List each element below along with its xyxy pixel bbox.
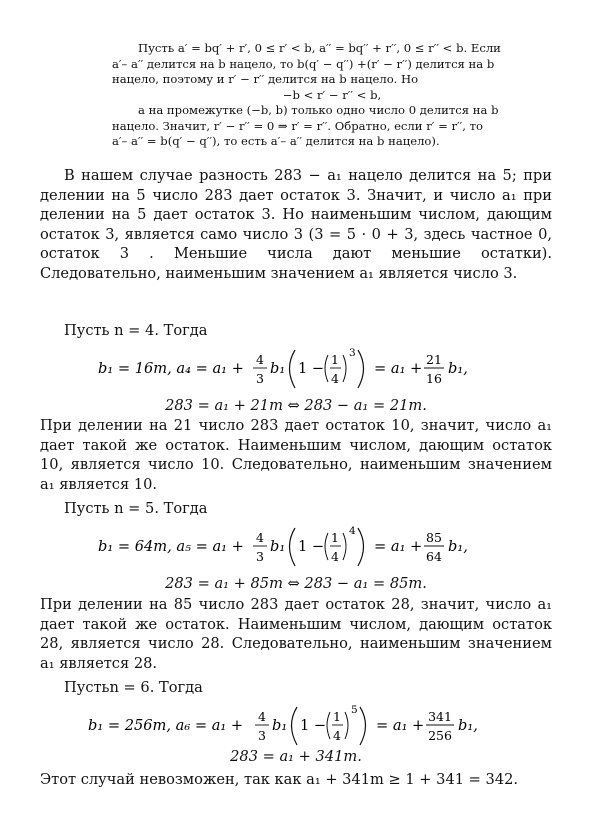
case-4-power: 3	[349, 347, 356, 359]
case-5-r-num: 85	[426, 530, 442, 545]
proof-line-5: а на промежутке (−b, b) только одно число 0 делится на b	[138, 103, 499, 117]
case-6-power: 5	[351, 704, 358, 716]
case-6-r-num: 341	[428, 709, 452, 724]
case-4-eq-end: b₁,	[448, 360, 468, 377]
case-4-paren-right	[358, 350, 364, 388]
proof-note	[112, 41, 552, 150]
case-5-paragraph	[40, 595, 552, 673]
case-6-text: Этот случай невозможен, так как a₁ + 341m ≥ 1 + 341 = 342.	[40, 771, 519, 788]
case-5-small-paren-right	[343, 533, 346, 560]
case-6-intro	[40, 678, 552, 698]
case-5-paren-left	[290, 528, 296, 566]
case-4-paragraph	[40, 416, 552, 494]
case-5-small-paren-left	[325, 533, 328, 560]
case-5-r-den: 64	[426, 549, 442, 564]
case-5-eq2: 283 = a₁ + 85m ⇔ 283 − a₁ = 85m.	[165, 575, 427, 592]
case-6-eq-end: b₁,	[458, 717, 478, 734]
case-4-frac-den: 3	[256, 371, 264, 386]
case-5-inner-one: 1 −	[298, 538, 325, 555]
case-4-r-den: 16	[426, 371, 442, 386]
case-6-inner-one: 1 −	[300, 717, 327, 734]
case-4-eq2: 283 = a₁ + 21m ⇔ 283 − a₁ = 21m.	[165, 397, 427, 414]
case-6-formula	[86, 699, 506, 751]
case-6-paragraph	[40, 770, 552, 790]
case-5-q-num: 1	[331, 530, 339, 545]
case-4-inner-one: 1 −	[298, 360, 325, 377]
case-6-intro-text: Пустьn = 6. Тогда	[64, 679, 203, 696]
case-4-r-num: 21	[426, 352, 442, 367]
case-6-small-paren-left	[327, 712, 330, 739]
case-5-equation-1	[40, 520, 552, 572]
case-6-eq-mid: = a₁ +	[376, 717, 425, 734]
case-5-power: 4	[349, 525, 356, 537]
case-4-eq-left: b₁ = 16m, a₄ = a₁ +	[98, 360, 244, 377]
case-6-frac-num: 4	[258, 709, 266, 724]
case-5-q-den: 4	[331, 549, 339, 564]
proof-line-1: Пусть a′ = bq′ + r′, 0 ≤ r′ < b, a′′ = bq′′ + r′′, 0 ≤ r′′ < b. Если	[138, 41, 501, 55]
proof-line-4: −b < r′ − r′′ < b,	[282, 87, 382, 102]
case-4-intro	[40, 321, 552, 341]
case-5-equation-2	[40, 575, 552, 592]
case-5-intro-text: Пусть n = 5. Тогда	[64, 500, 208, 517]
case-3-text: В нашем случае разность 283 − a₁ нацело делится на 5; при делении на 5 число 283 дает остаток 3. Значит, и число a₁ при делении на 5 дает остаток 3. Но наименьшим числом, дающим остаток 3, является само число 3 (3 = 5 · 0 + 3, здесь частное 0, остаток 3 . Меньшие числа дают меньшие остатки). Следовательно, наименьшим значением a₁ является число 3.	[40, 167, 552, 282]
case-5-eq-left: b₁ = 64m, a₅ = a₁ +	[98, 538, 244, 555]
case-4-frac-num: 4	[256, 352, 264, 367]
case-4-q-num: 1	[331, 352, 339, 367]
case-4-q-den: 4	[331, 371, 339, 386]
case-5-eq-mid: = a₁ +	[374, 538, 423, 555]
proof-line-7: a′– a′′ = b(q′ − q′′), то есть a′– a′′ делится на b нацело).	[112, 134, 440, 148]
case-4-small-paren-left	[325, 355, 328, 382]
case-6-equation-1	[40, 699, 552, 751]
case-4-paren-left	[290, 350, 296, 388]
case-6-q-num: 1	[333, 709, 341, 724]
proof-line-2: a′– a′′ делится на b нацело, то b(q′ − q′′) +(r′ − r′′) делится на b	[112, 56, 495, 71]
case-6-q-den: 4	[333, 728, 341, 743]
case-6-paren-left	[292, 707, 298, 745]
case-4-small-paren-right	[343, 355, 346, 382]
case-6-equation-2	[40, 748, 552, 765]
case-4-formula	[96, 342, 496, 394]
case-6-small-paren-right	[345, 712, 348, 739]
case-5-frac-den: 3	[256, 549, 264, 564]
case-4-eq-mid: = a₁ +	[374, 360, 423, 377]
case-3-paragraph	[40, 166, 552, 283]
case-6-eq-left: b₁ = 256m, a₆ = a₁ +	[88, 717, 244, 734]
case-6-frac-den: 3	[258, 728, 266, 743]
case-6-r-den: 256	[428, 728, 452, 743]
case-5-text: При делении на 85 число 283 дает остаток 28, значит, число a₁ дает такой же остаток. Наименьшим числом, дающим остаток 28, является число 28. Следовательно, наименьшим значением a₁ является 28.	[40, 596, 552, 672]
case-6-b1: b₁	[272, 717, 288, 734]
case-4-b1: b₁	[270, 360, 286, 377]
proof-line-6: нацело. Значит, r′ − r′′ = 0 ⇒ r′ = r′′. Обратно, если r′ = r′′, то	[112, 118, 484, 133]
case-6-paren-right	[360, 707, 366, 745]
case-4-intro-text: Пусть n = 4. Тогда	[64, 322, 208, 339]
case-4-equation-1	[40, 342, 552, 394]
case-5-intro	[40, 499, 552, 519]
case-5-formula	[96, 520, 496, 572]
case-4-text: При делении на 21 число 283 дает остаток 10, значит, число a₁ дает такой же остаток. Наименьшим числом, дающим остаток 10, является число 10. Следовательно, наименьшим значением a₁ является 10.	[40, 417, 552, 493]
proof-line-3: нацело, поэтому и r′ − r′′ делится на b нацело. Но	[112, 72, 419, 86]
case-4-equation-2	[40, 397, 552, 414]
case-5-eq-end: b₁,	[448, 538, 468, 555]
case-6-eq2: 283 = a₁ + 341m.	[230, 748, 362, 765]
case-5-frac-num: 4	[256, 530, 264, 545]
case-5-b1: b₁	[270, 538, 286, 555]
case-5-paren-right	[358, 528, 364, 566]
